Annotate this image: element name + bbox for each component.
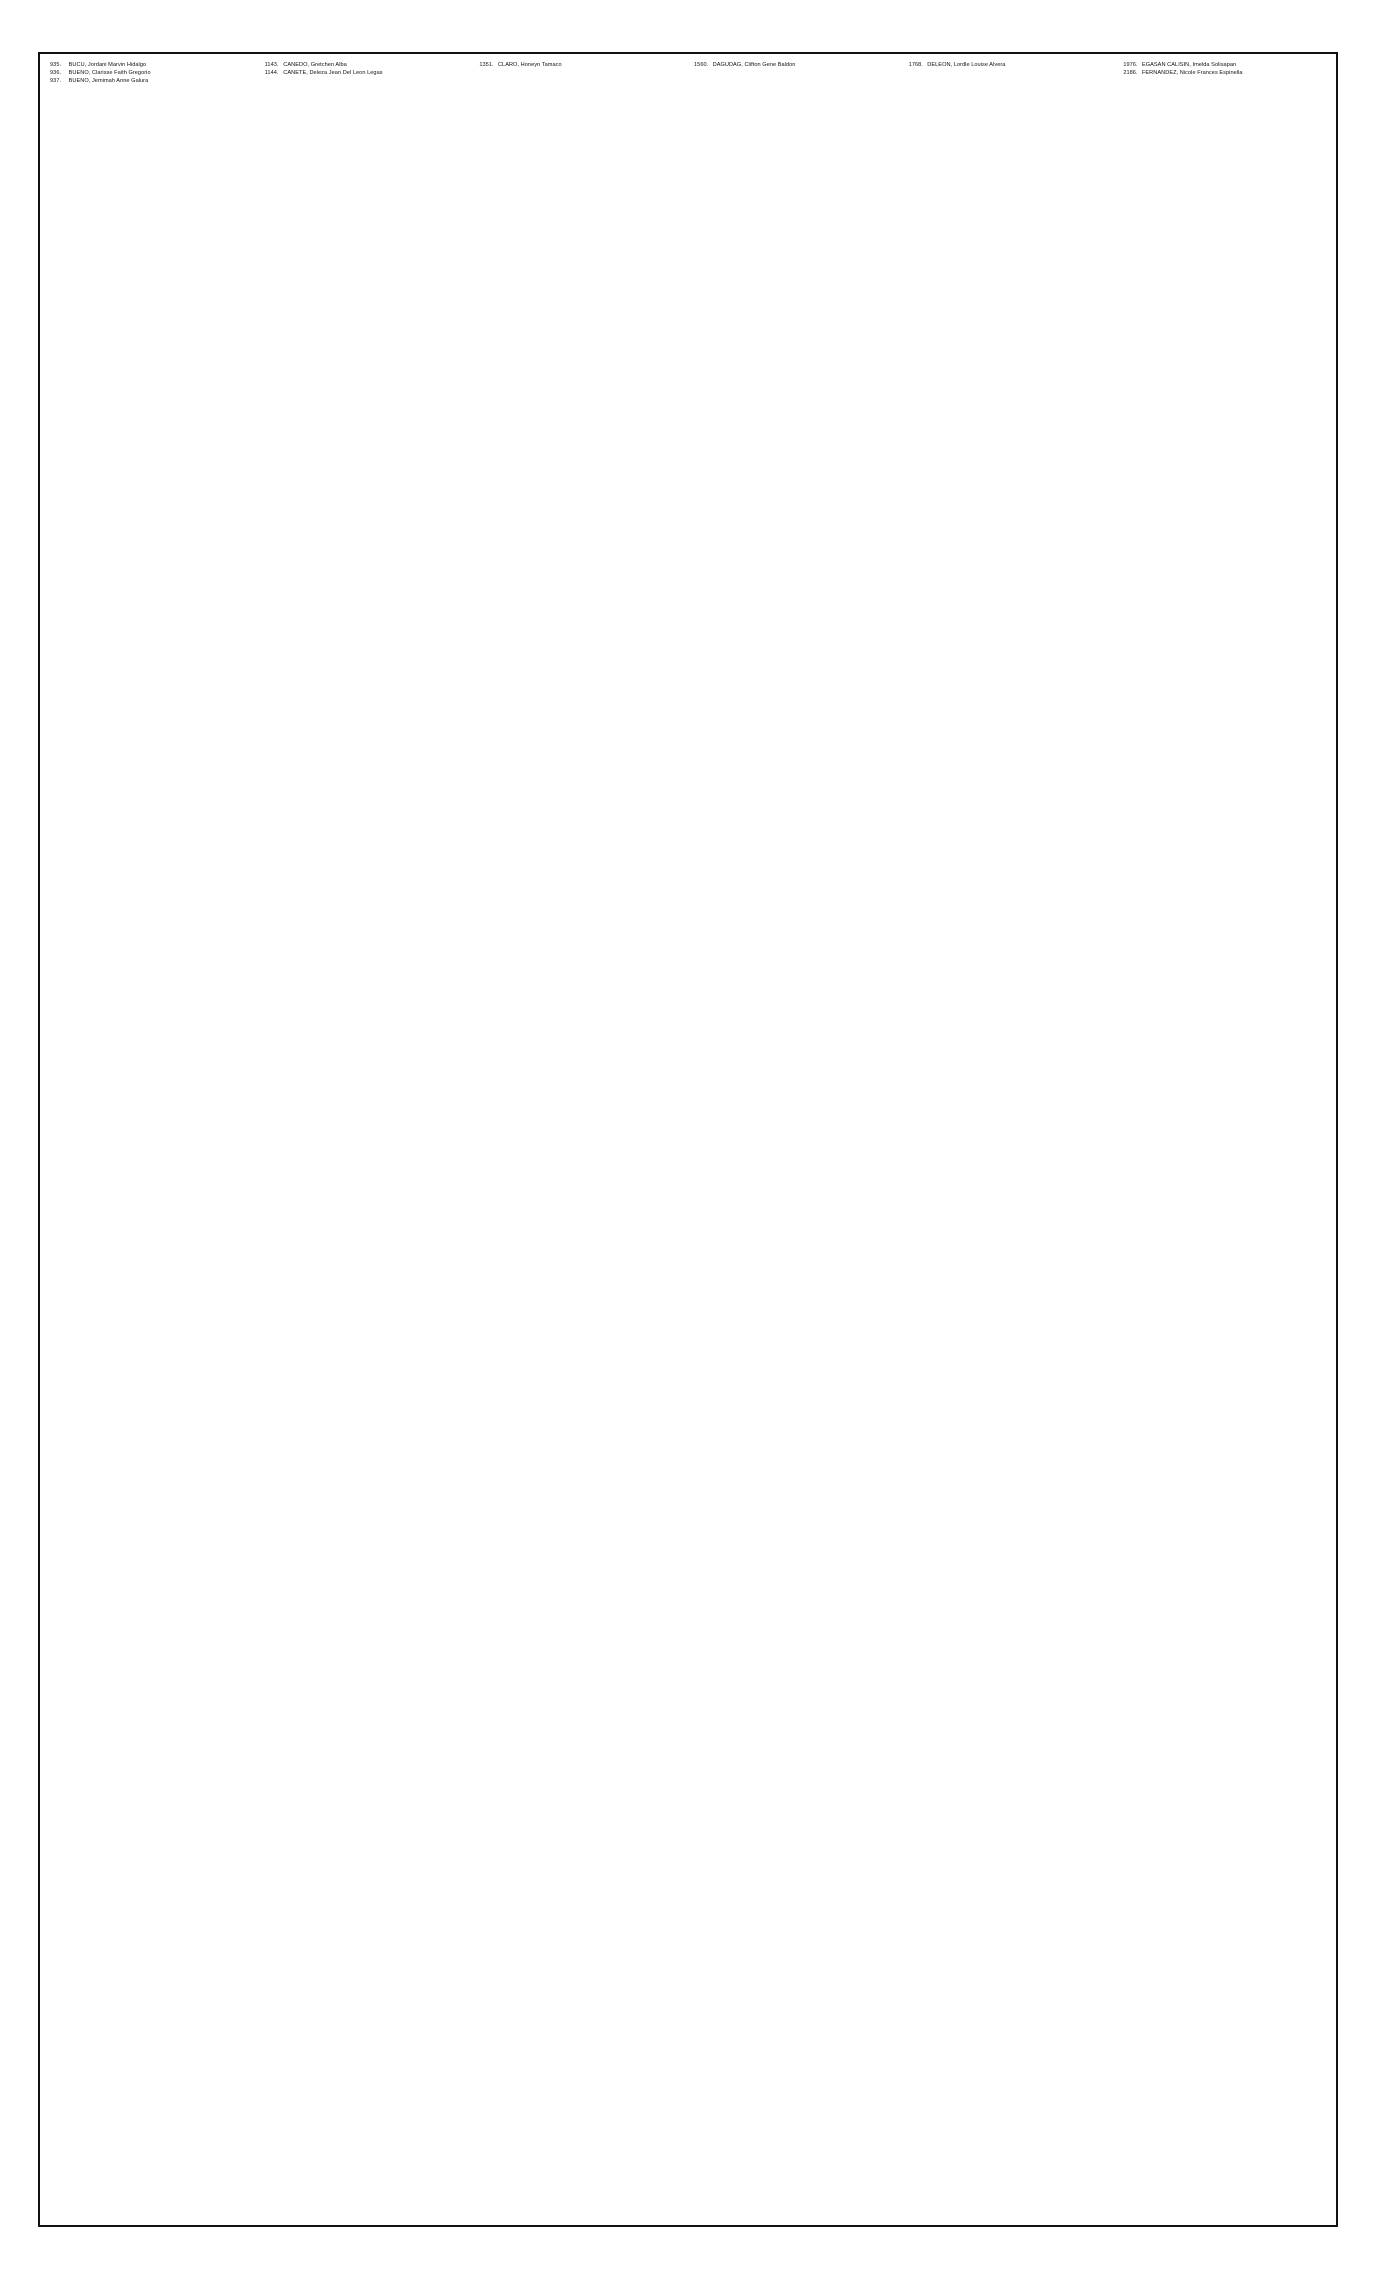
list-item-name: BUENO, Clarisse Faith Gregorio [68,69,151,76]
list-item [265,62,470,70]
name-list-column [694,62,899,2217]
list-item [265,70,470,78]
list-item-number: 937. [50,77,62,84]
list-item-number: 1143. [264,62,279,68]
name-list-columns [50,62,1328,2217]
list-item-name: FERNANDEZ, Nicole Frances Espinella [1141,69,1243,76]
list-item [1123,70,1328,78]
list-item-number: 1976. [1123,62,1138,68]
name-list-column [1123,62,1328,2217]
list-item [1123,62,1328,70]
list-item-name: CAÑETE, Deleza Jean Del Leon Legas [283,69,383,76]
list-item-name: DELEON, Lordle Louise Alvera [927,62,1006,68]
list-item [909,62,1114,70]
list-item-name: CAÑEDO, Gretchen Alba [283,62,347,68]
document-page [38,52,1338,2227]
list-item [50,62,255,70]
list-item-number: 936. [50,69,62,76]
list-item [694,62,899,70]
list-item [50,78,255,86]
list-item-name: CLARO, Honeyn Tamaco [497,62,562,68]
list-item-number: 1144. [264,69,279,76]
name-list-column [50,62,255,2217]
list-item-number: 1351. [479,62,494,68]
list-item-number: 1560. [694,62,709,68]
list-item-name: DAGUDAG, Clifton Gene Baldon [712,62,796,68]
list-item-name: BUENO, Jemimah Anne Galura [68,77,149,84]
name-list-column [479,62,684,2217]
list-item-name: EGASAN CALISIN, Imelda Solisapan [1141,62,1237,68]
list-item [479,62,684,70]
list-item-number: 1768. [908,62,923,68]
list-item-number: 935. [50,62,62,68]
list-item-name: BUCU, Jordani Marvin Hidalgo [68,62,147,68]
name-list-column [909,62,1114,2217]
list-item-number: 2186. [1123,69,1138,76]
name-list-column [265,62,470,2217]
list-item [50,70,255,78]
